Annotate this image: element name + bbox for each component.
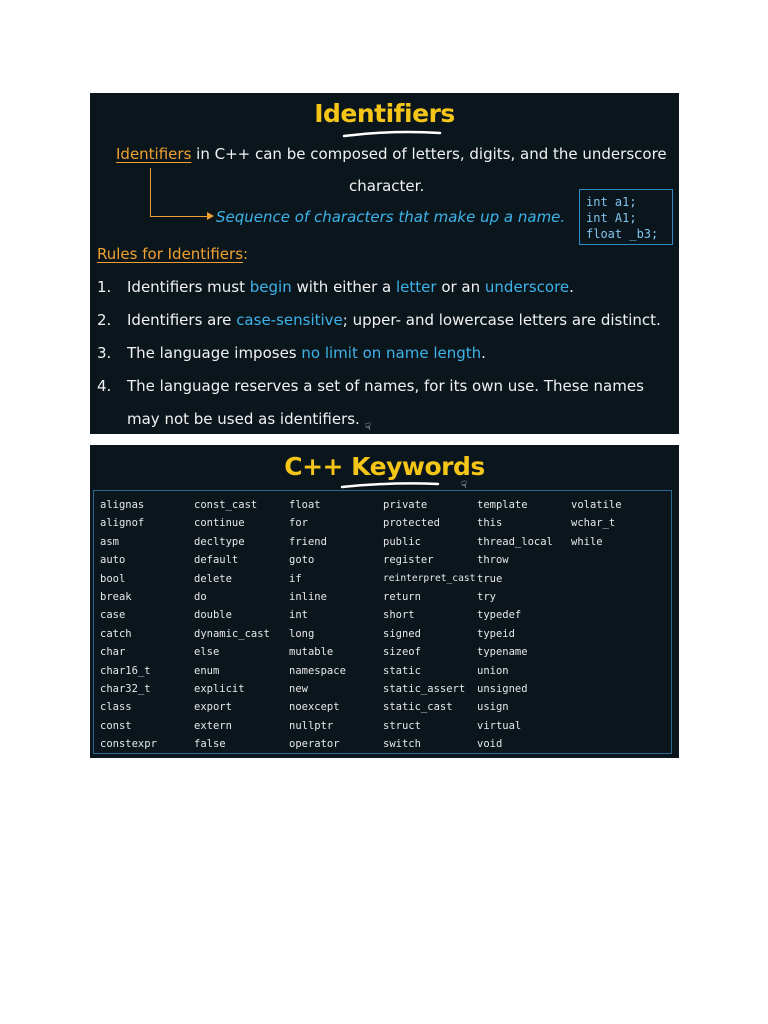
keyword-cell: alignof xyxy=(100,517,145,530)
rule-segment: The language imposes xyxy=(127,344,302,362)
keyword-cell: short xyxy=(383,609,415,622)
rule-segment: . xyxy=(481,344,486,362)
keyword-cell: wchar_t xyxy=(571,517,616,530)
rule-segment: Identifiers must xyxy=(127,278,250,296)
identifiers-title: Identifiers xyxy=(314,99,455,128)
keyword-cell: const xyxy=(100,719,132,732)
keyword-cell: switch xyxy=(383,738,421,751)
rule-highlight: underscore xyxy=(484,278,570,296)
keywords-title: C++ Keywords xyxy=(284,452,485,481)
keyword-cell: default xyxy=(194,554,239,567)
keyword-cell: alignas xyxy=(100,499,145,511)
rule-highlight: no limit on name length xyxy=(301,344,482,362)
keyword-cell: noexcept xyxy=(289,701,340,714)
keyword-cell: float xyxy=(289,499,321,511)
rule-number: 3. xyxy=(97,344,112,362)
keywords-slide xyxy=(90,445,679,758)
bracket-arrow-line xyxy=(150,216,208,217)
keywords-table xyxy=(93,490,672,754)
keyword-cell: asm xyxy=(100,535,119,548)
keyword-cell: virtual xyxy=(477,719,522,732)
keyword-cell: int xyxy=(289,609,308,622)
keyword-cell: return xyxy=(383,591,421,603)
keyword-cell: static_assert xyxy=(383,683,466,695)
keyword-cell: auto xyxy=(100,554,126,567)
keyword-cell: char16_t xyxy=(100,664,151,677)
keyword-cell: else xyxy=(194,646,220,659)
keyword-cell: break xyxy=(100,591,132,603)
keyword-cell: operator xyxy=(289,738,340,751)
identifiers-term: Identifiers xyxy=(116,145,192,163)
code-line: int A1; xyxy=(586,211,637,225)
keyword-cell: true xyxy=(477,572,503,585)
keyword-cell: struct xyxy=(383,719,421,732)
rule-highlight: letter xyxy=(395,278,437,296)
keyword-cell: catch xyxy=(100,627,132,640)
keyword-cell: decltype xyxy=(194,535,245,548)
intro-text: in C++ can be composed of letters, digits, and the underscore xyxy=(191,145,667,163)
rule-text xyxy=(127,344,486,362)
rule-number: 1. xyxy=(97,278,112,296)
keyword-cell: friend xyxy=(289,535,327,548)
keyword-cell: reinterpret_cast xyxy=(383,572,476,584)
keyword-cell: unsigned xyxy=(477,683,528,695)
rule-segment: may not be used as identifiers. xyxy=(127,410,360,428)
keyword-cell: usign xyxy=(477,701,509,714)
keyword-cell: case xyxy=(100,609,126,622)
keyword-cell: false xyxy=(194,738,226,751)
keyword-cell: mutable xyxy=(289,646,334,659)
arrow-head-icon xyxy=(207,212,214,220)
title-underline-stroke xyxy=(342,129,442,139)
rule-segment: Identifiers are xyxy=(127,311,237,329)
keyword-cell: typedef xyxy=(477,609,522,622)
code-example-box xyxy=(579,189,673,245)
keyword-cell: protected xyxy=(383,517,440,530)
keyword-cell: register xyxy=(383,554,434,567)
keyword-cell: class xyxy=(100,701,132,714)
keyword-cell: union xyxy=(477,664,509,677)
mouse-cursor-icon: ☟ xyxy=(461,480,468,491)
rule-segment: with either a xyxy=(291,278,396,296)
keyword-cell: thread_local xyxy=(477,535,553,548)
rule-text xyxy=(127,377,644,395)
keyword-cell: export xyxy=(194,701,232,714)
rule-number: 4. xyxy=(97,377,112,395)
keyword-cell: delete xyxy=(194,572,232,585)
bracket-connector xyxy=(150,168,151,216)
keyword-cell: sizeof xyxy=(383,646,421,659)
keyword-cell: typeid xyxy=(477,627,515,640)
keyword-cell: continue xyxy=(194,517,245,530)
rule-text xyxy=(127,311,661,329)
keyword-cell: bool xyxy=(100,572,126,585)
keyword-cell: enum xyxy=(194,664,220,677)
intro-line-1 xyxy=(116,145,667,163)
keyword-cell: for xyxy=(289,517,308,530)
keyword-cell: extern xyxy=(194,719,232,732)
keyword-cell: static xyxy=(383,664,421,677)
keyword-cell: signed xyxy=(383,627,421,640)
rules-heading: Rules for Identifiers: xyxy=(97,245,249,263)
keyword-cell: namespace xyxy=(289,664,346,677)
keyword-cell: static_cast xyxy=(383,701,453,714)
keyword-cell: do xyxy=(194,591,207,603)
rule-segment: The language reserves a set of names, for its own use. These names xyxy=(127,377,644,395)
rule-text xyxy=(127,410,360,428)
keyword-cell: char xyxy=(100,646,126,659)
keyword-cell: new xyxy=(289,683,308,695)
keyword-cell: typename xyxy=(477,646,528,659)
keyword-cell: while xyxy=(571,535,603,548)
rule-segment: . xyxy=(569,278,574,296)
keyword-cell: template xyxy=(477,499,528,511)
keyword-cell: throw xyxy=(477,554,509,567)
rule-segment: ; upper- and lowercase letters are distinct. xyxy=(342,311,661,329)
keyword-cell: double xyxy=(194,609,232,622)
keyword-cell: goto xyxy=(289,554,315,567)
keyword-cell: const_cast xyxy=(194,499,258,511)
rule-segment: or an xyxy=(436,278,485,296)
sequence-definition: Sequence of characters that make up a name. xyxy=(216,208,566,226)
rule-highlight: case-sensitive xyxy=(236,311,343,329)
rule-number: 2. xyxy=(97,311,112,329)
code-line: int a1; xyxy=(586,195,637,209)
keyword-cell: dynamic_cast xyxy=(194,627,270,640)
rule-highlight: begin xyxy=(249,278,292,296)
keyword-cell: explicit xyxy=(194,683,245,695)
keyword-cell: public xyxy=(383,535,421,548)
keyword-cell: long xyxy=(289,627,315,640)
keyword-cell: nullptr xyxy=(289,719,334,732)
keyword-cell: private xyxy=(383,499,428,511)
keyword-cell: void xyxy=(477,738,503,751)
keyword-cell: if xyxy=(289,572,302,585)
rule-text xyxy=(127,278,574,296)
keyword-cell: try xyxy=(477,591,496,603)
keyword-cell: constexpr xyxy=(100,738,157,751)
identifiers-slide xyxy=(90,93,679,434)
code-line: float _b3; xyxy=(586,227,659,241)
keyword-cell: char32_t xyxy=(100,683,151,695)
mouse-cursor-icon: ☟ xyxy=(365,422,372,433)
intro-line-2: character. xyxy=(349,177,425,195)
keyword-cell: volatile xyxy=(571,499,622,511)
keyword-cell: this xyxy=(477,517,503,530)
keyword-cell: inline xyxy=(289,591,327,603)
